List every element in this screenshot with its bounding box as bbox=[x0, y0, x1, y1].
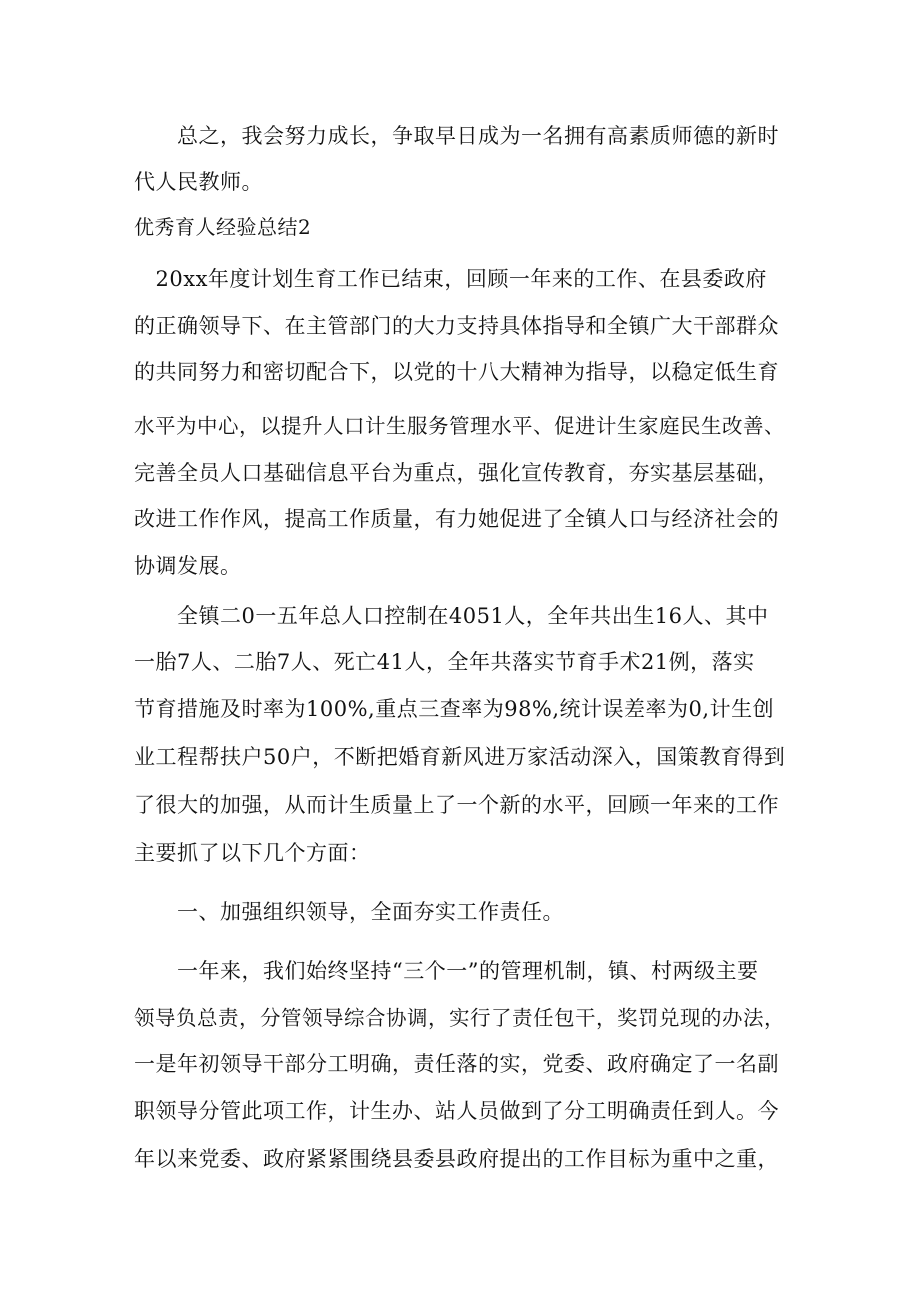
paragraph-line: 20xx年度计划生育工作已结束，回顾一年来的工作、在县委政府 bbox=[134, 267, 767, 291]
paragraph-line: 业工程帮扶户50户，不断把婚育新风进万家活动深入，国策教育得到 bbox=[134, 745, 786, 769]
paragraph-line: 的共同努力和密切配合下，以党的十八大精神为指导，以稳定低生育 bbox=[134, 360, 779, 384]
paragraph-line: 协调发展。 bbox=[134, 554, 242, 578]
section-heading: 优秀育人经验总结2 bbox=[134, 215, 312, 239]
paragraph-line: 了很大的加强，从而计生质量上了一个新的水平，回顾一年来的工作 bbox=[134, 793, 779, 817]
paragraph-line: 职领导分管此项工作，计生办、站人员做到了分工明确责任到人。今 bbox=[134, 1099, 779, 1123]
paragraph-line: 一年来，我们始终坚持“三个一”的管理机制，镇、村两级主要 bbox=[134, 959, 759, 983]
paragraph-line: 年以来党委、政府紧紧围绕县委县政府提出的工作目标为重中之重， bbox=[134, 1147, 779, 1171]
paragraph-line: 的正确领导下、在主管部门的大力支持具体指导和全镇广大干部群众 bbox=[134, 314, 779, 338]
paragraph-line: 领导负总责，分管领导综合协调，实行了责任包干，奖罚兑现的办法， bbox=[134, 1006, 785, 1030]
paragraph-line: 完善全员人口基础信息平台为重点，强化宣传教育，夯实基层基础， bbox=[134, 461, 779, 485]
paragraph-line: 全镇二0一五年总人口控制在4051人，全年共出生16人、其中 bbox=[134, 604, 769, 628]
paragraph-line: 改进工作作风，提高工作质量，有力她促进了全镇人口与经济社会的 bbox=[134, 507, 779, 531]
paragraph-line: 主要抓了以下几个方面： bbox=[134, 841, 371, 865]
paragraph-line: 一是年初领导干部分工明确，责任落的实，党委、政府确定了一名副 bbox=[134, 1052, 779, 1076]
section-subheading: 一、加强组织领导，全面夯实工作责任。 bbox=[134, 900, 564, 924]
paragraph-line: 一胎7人、二胎7人、死亡41人，全年共落实节育手术21例，落实 bbox=[134, 650, 755, 674]
paragraph-line: 节育措施及时率为100%,重点三查率为98%,统计误差率为0,计生创 bbox=[134, 697, 775, 721]
paragraph-line: 代人民教师。 bbox=[134, 170, 263, 194]
paragraph-line: 总之，我会努力成长，争取早日成为一名拥有高素质师德的新时 bbox=[134, 124, 779, 148]
paragraph-line: 水平为中心，以提升人口计生服务管理水平、促进计生家庭民生改善、 bbox=[134, 414, 785, 438]
